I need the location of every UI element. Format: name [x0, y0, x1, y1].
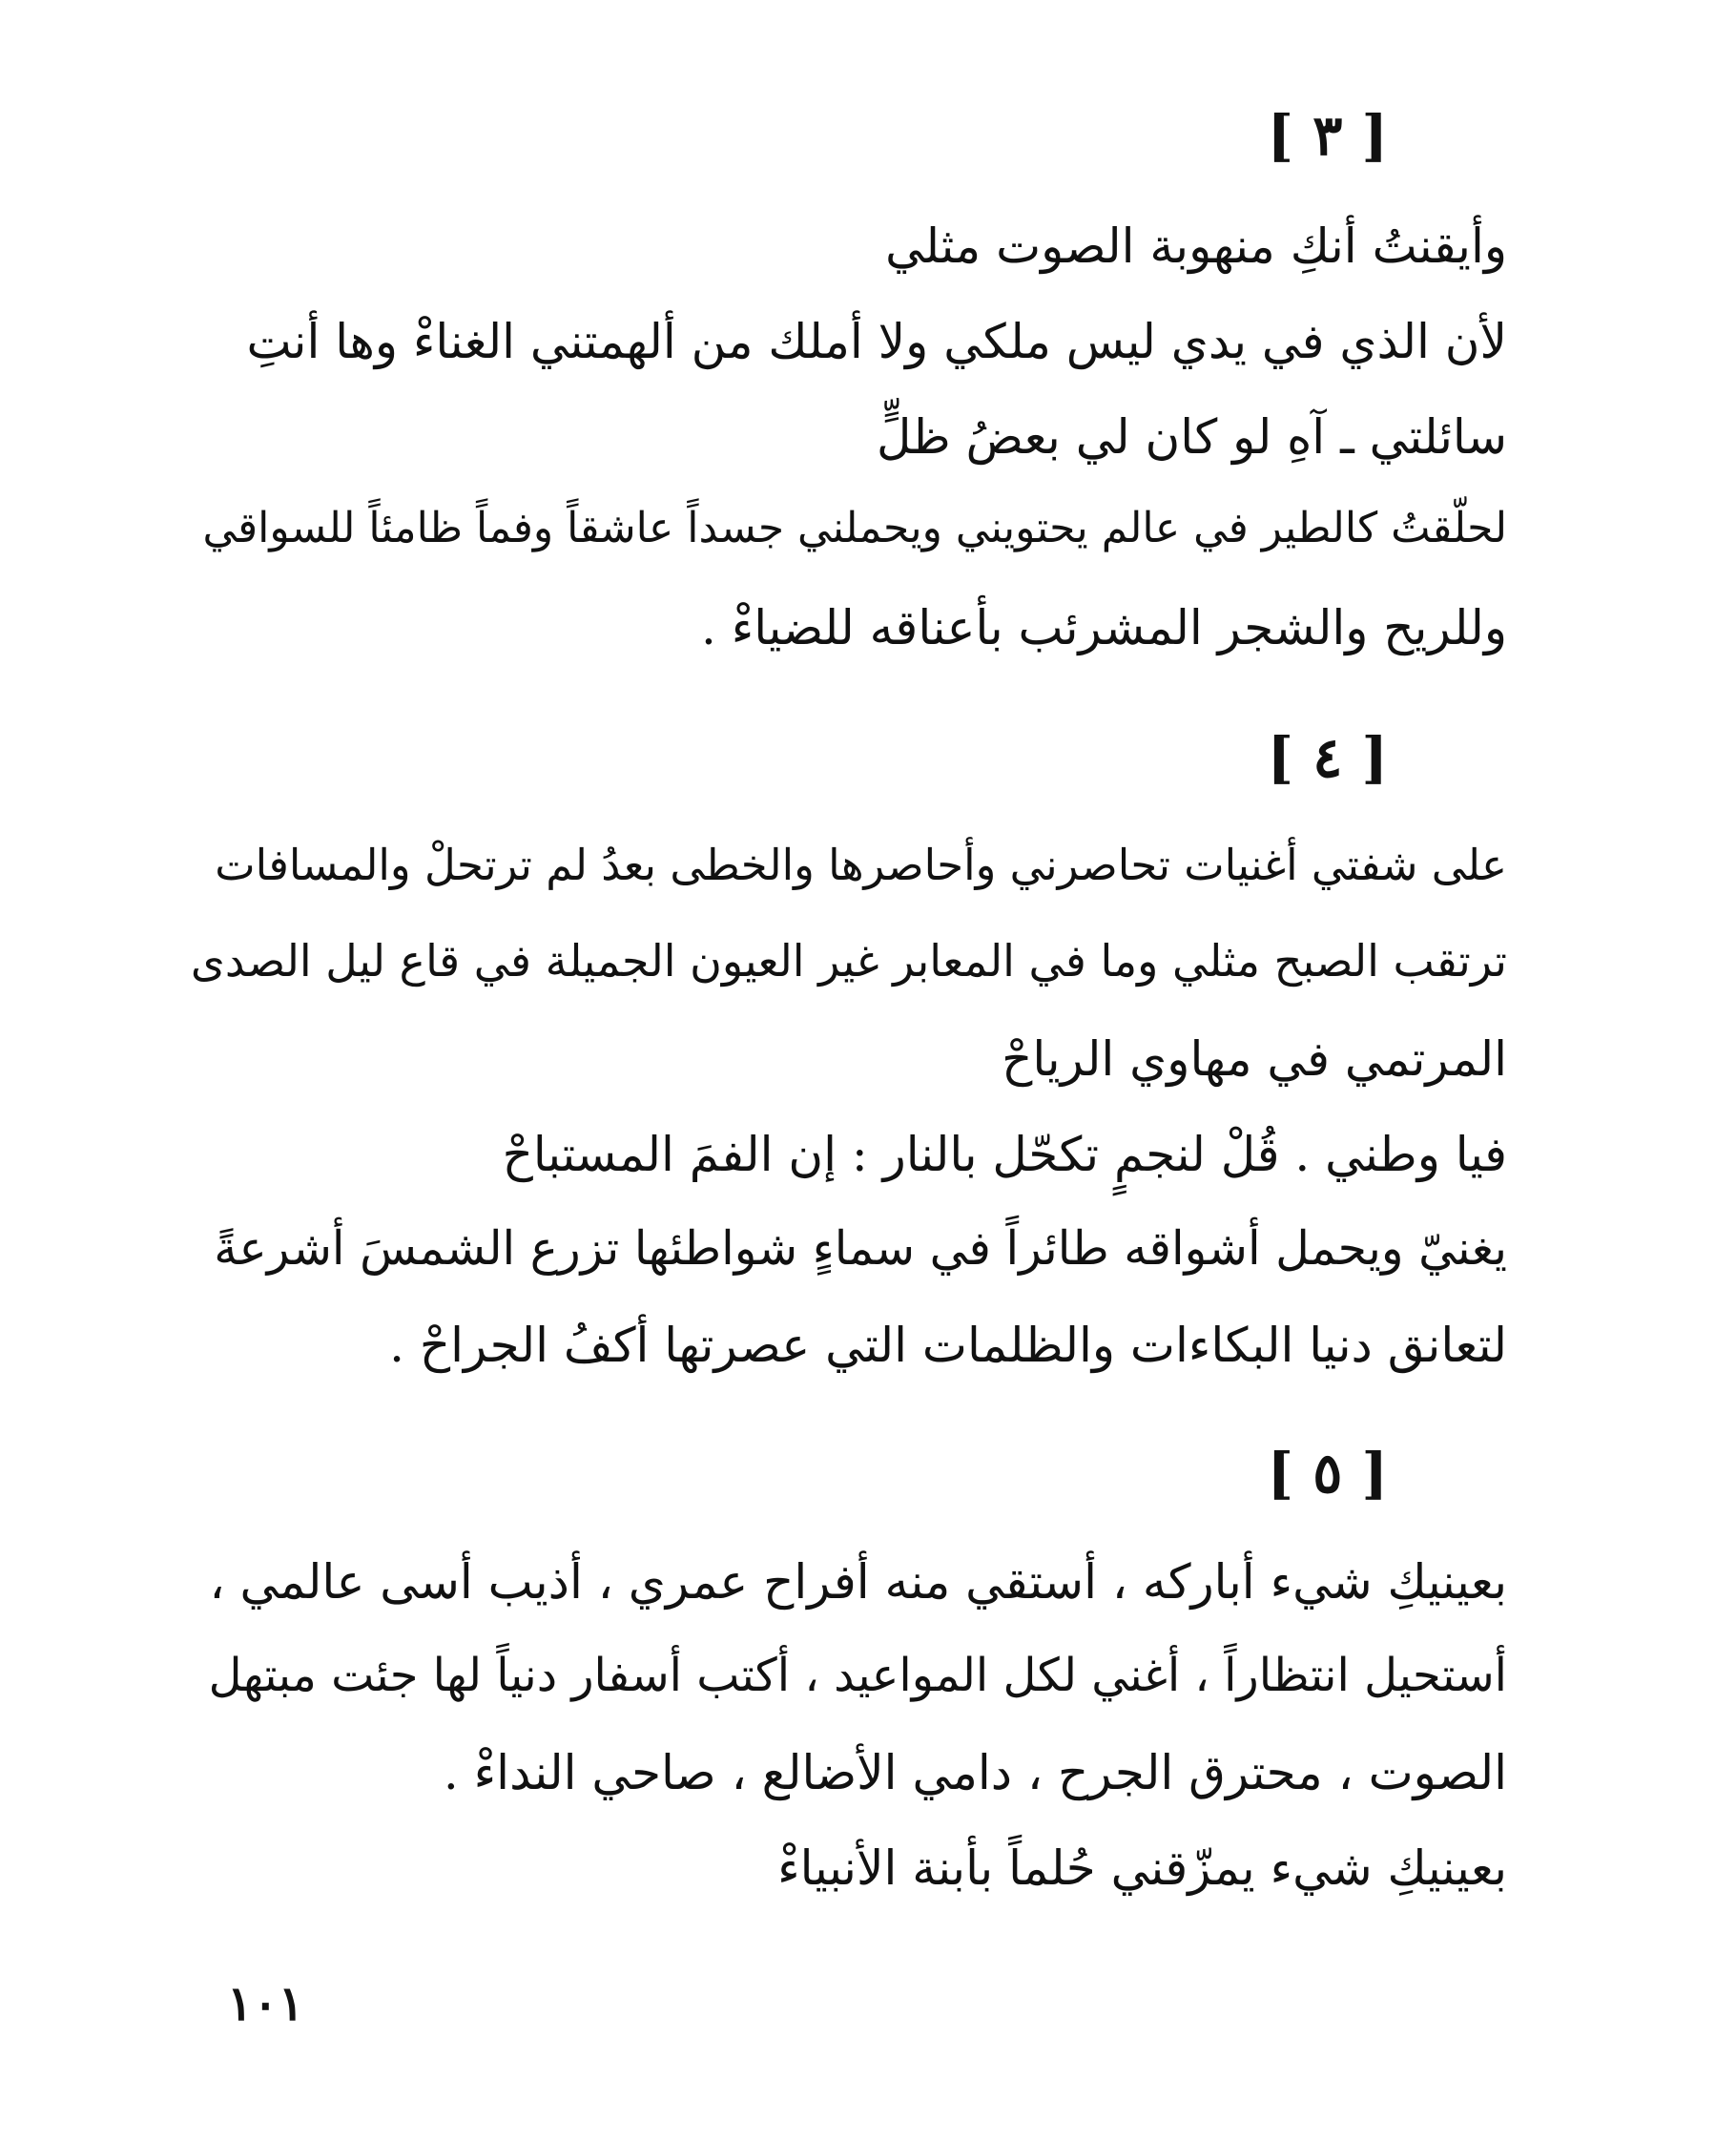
poem-line: سائلتي ـ آهِ لو كان لي بعضُ ظلٍّ: [876, 409, 1507, 465]
page-number: ١٠١: [227, 1975, 304, 2031]
poem-line: بعينيكِ شيء أباركه ، أستقي منه أفراح عمري ، أذيب أسى عالمي ،: [209, 1554, 1507, 1610]
poem-line: لأن الذي في يدي ليس ملكي ولا أملك من ألهمتني الغناءْ وها أنتِ: [246, 314, 1507, 369]
poem-line: الصوت ، محترق الجرح ، دامي الأضالع ، صاحي النداءْ .: [443, 1745, 1507, 1800]
poem-line: على شفتي أغنيات تحاصرني وأحاصرها والخطى بعدُ لم ترتحلْ والمسافات: [215, 840, 1507, 890]
poem-line: يغنيّ ويحمل أشواقه طائراً في سماءٍ شواطئها تزرع الشمسَ أشرعةً: [214, 1221, 1507, 1276]
poem-line: وأيقنتُ أنكِ منهوبة الصوت مثلي: [885, 218, 1507, 274]
poem-line: فيا وطني . قُلْ لنجمٍ تكحّل بالنار : إن الفمَ المستباحْ: [502, 1127, 1507, 1182]
poem-line: بعينيكِ شيء يمزّقني حُلماً بأبنة الأنبياءْ: [777, 1840, 1507, 1896]
section-number-4: [ ٤ ]: [1267, 725, 1388, 790]
poem-line: ترتقب الصبح مثلي وما في المعابر غير العيون الجميلة في قاع ليل الصدى: [190, 935, 1507, 987]
poem-line: وللريح والشجر المشرئب بأعناقه للضياءْ .: [700, 600, 1507, 655]
section-number-3: [ ٣ ]: [1267, 103, 1388, 168]
poem-line: لحلّقتُ كالطير في عالم يحتويني ويحملني جسداً عاشقاً وفماً ظامئاً للسواقي: [202, 504, 1507, 552]
section-number-5: [ ٥ ]: [1267, 1441, 1388, 1506]
poem-line: أستحيل انتظاراً ، أغني لكل المواعيد ، أكتب أسفار دنياً لها جئت مبتهل: [208, 1649, 1507, 1702]
poem-line: لتعانق دنيا البكاءات والظلمات التي عصرتها أكفُ الجراحْ .: [389, 1318, 1507, 1373]
poem-line: المرتمي في مهاوي الرياحْ: [1002, 1031, 1507, 1087]
